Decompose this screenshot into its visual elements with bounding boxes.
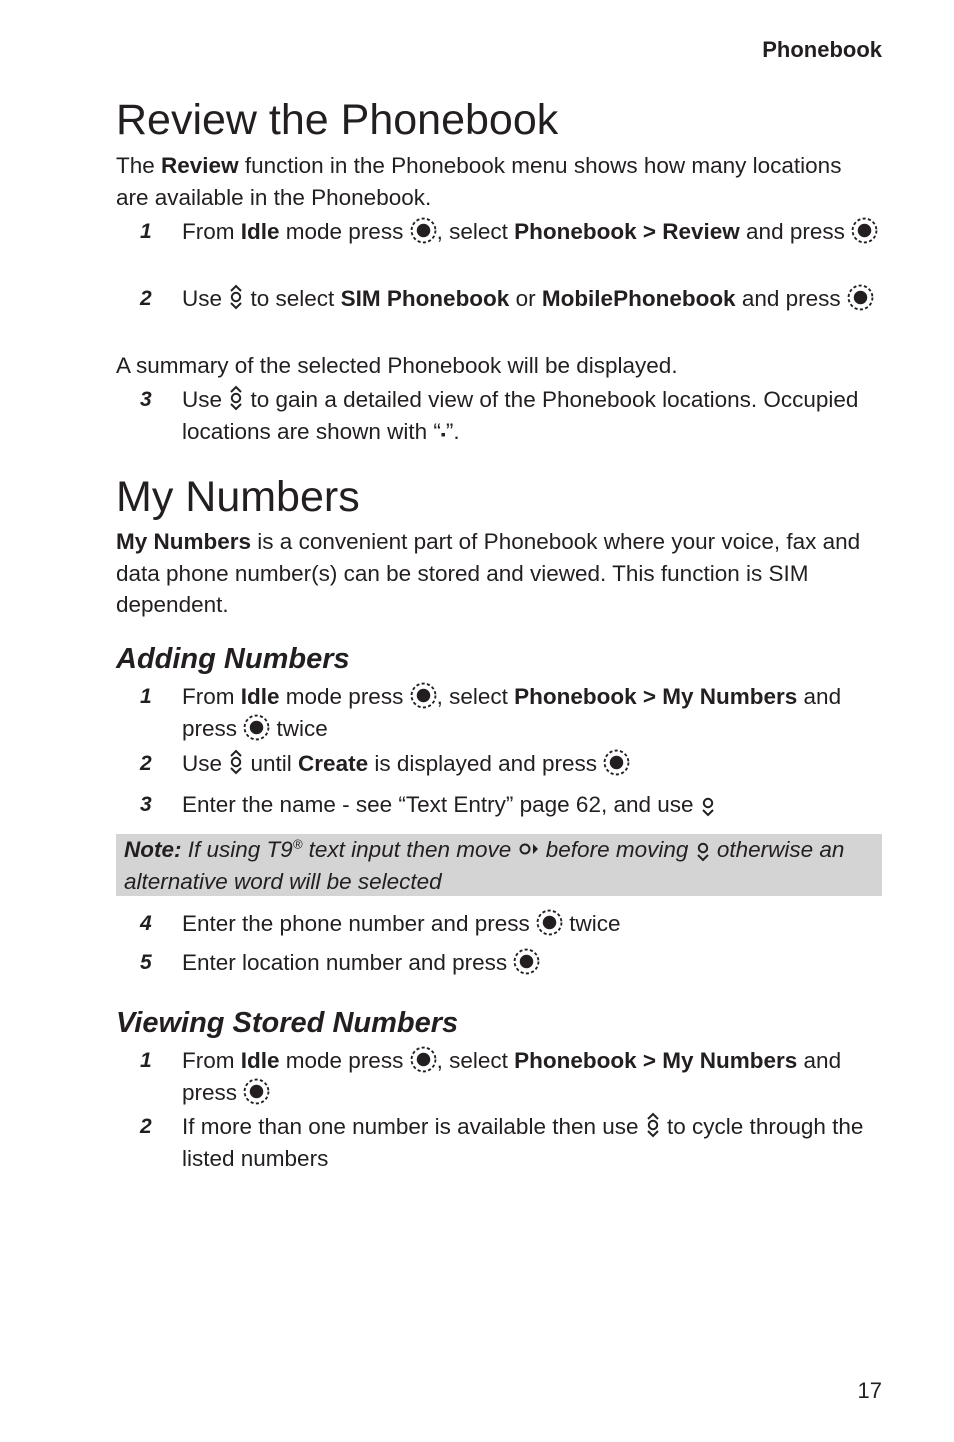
navigation-updown-icon [645,1111,661,1139]
review-step-1: 1 From Idle mode press , select Phonebook > Review and press [116,216,882,248]
viewing-step-2: 2 If more than one number is available then use to cycle through the listed numbers [116,1111,882,1174]
step-number: 2 [140,1115,152,1138]
select-key-icon [851,217,878,244]
step-number: 5 [140,951,152,974]
select-key-icon [847,284,874,311]
step-number: 1 [140,1049,152,1072]
adding-numbers-heading: Adding Numbers [116,643,350,675]
page-number: 17 [857,1378,882,1403]
step-number: 1 [140,685,152,708]
my-numbers-title: My Numbers [116,473,360,521]
navigation-down-icon [700,795,716,817]
select-key-icon [410,217,437,244]
running-head: Phonebook [762,37,882,62]
navigation-updown-icon [228,748,244,776]
select-key-icon [536,909,563,936]
select-key-icon [603,749,630,776]
review-step-3: 3 Use to gain a detailed view of the Phonebook locations. Occupied locations are shown with “▪”. [116,384,882,450]
review-summary: A summary of the selected Phonebook will be displayed. [116,353,678,378]
review-intro: The Review function in the Phonebook menu shows how many locations are available in the Phonebook. [116,153,842,210]
step-number: 3 [140,793,152,816]
select-key-icon [513,948,540,975]
select-key-icon [410,1046,437,1073]
select-key-icon [243,714,270,741]
select-key-icon [243,1078,270,1105]
navigation-updown-icon [228,384,244,412]
my-numbers-intro: My Numbers is a convenient part of Phonebook where your voice, fax and data phone number(s) can be stored and viewed. This function is SIM dependent. [116,529,861,617]
step-number: 3 [140,388,152,411]
review-step-2: 2 Use to select SIM Phonebook or MobilePhonebook and press [116,283,882,315]
adding-step-1: 1 From Idle mode press , select Phonebook > My Numbers and press twice [116,681,882,744]
viewing-step-1: 1 From Idle mode press , select Phonebook > My Numbers and press [116,1045,882,1108]
adding-step-4: 4 Enter the phone number and press twice [116,908,882,940]
navigation-updown-icon [228,283,244,311]
step-number: 1 [140,220,152,243]
adding-step-2: 2 Use until Create is displayed and press [116,748,882,780]
navigation-right-icon [518,840,540,858]
review-title: Review the Phonebook [116,96,559,144]
step-number: 2 [140,752,152,775]
adding-step-3: 3 Enter the name - see “Text Entry” page 62, and use [116,789,882,821]
viewing-numbers-heading: Viewing Stored Numbers [116,1007,459,1039]
occupied-mark: ▪ [440,425,446,442]
t9-note: Note: If using T9® text input then move before moving otherwise an alternative word will be selected [116,834,882,896]
navigation-down-icon [695,840,711,862]
select-key-icon [410,682,437,709]
adding-step-5: 5 Enter location number and press [116,947,882,979]
step-number: 4 [140,912,152,935]
step-number: 2 [140,287,152,310]
